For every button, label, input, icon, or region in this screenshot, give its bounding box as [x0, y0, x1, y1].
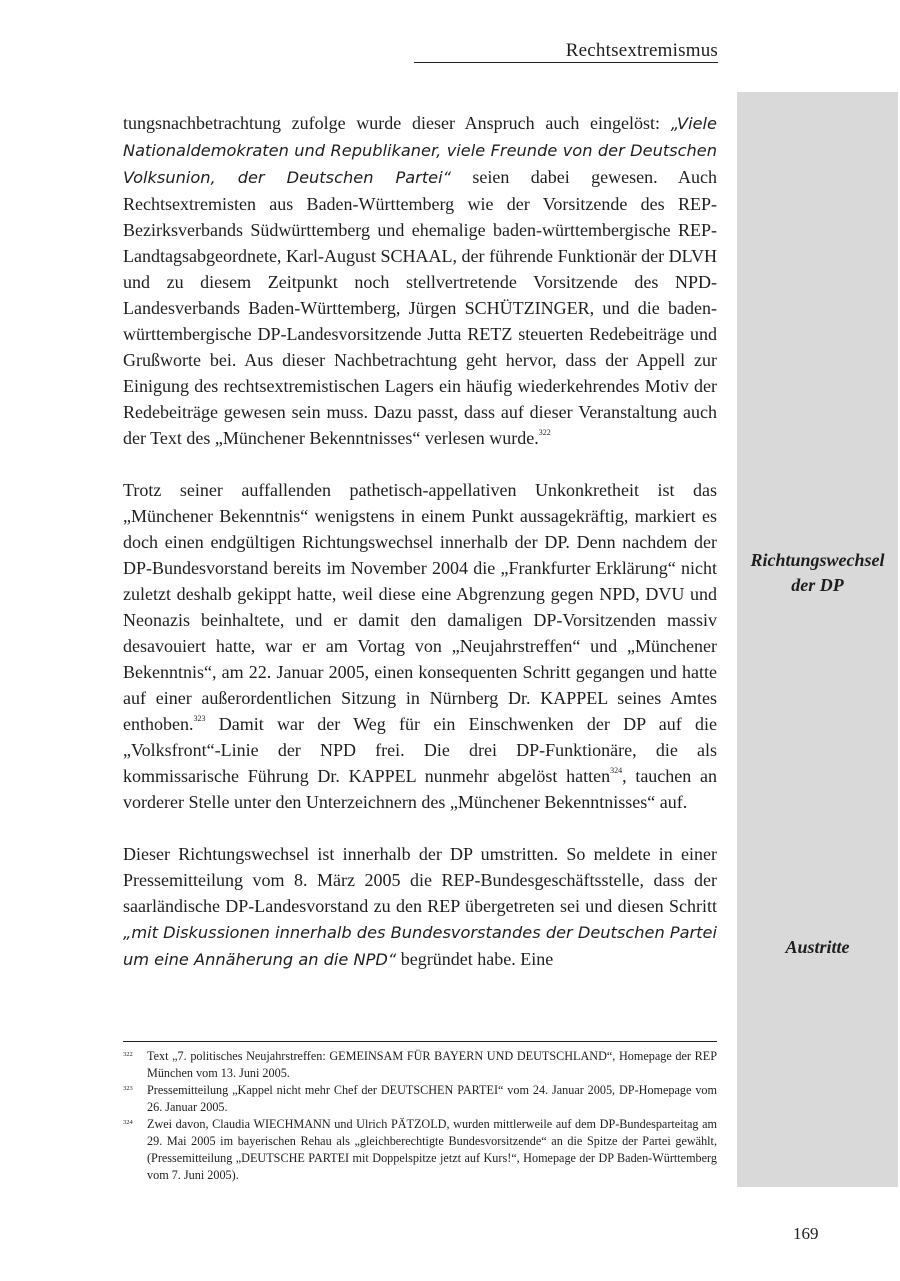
paragraph-3 — [123, 841, 717, 973]
paragraph-2 — [123, 477, 717, 815]
running-header: Rechtsextremismus — [565, 40, 718, 61]
footnote-text: Text „7. politisches Neujahrstreffen: GEMEINSAM FÜR BAYERN UND DEUTSCHLAND“, Homepage der REP München vom 13. Juni 2005. — [147, 1049, 717, 1080]
page-number: 169 — [793, 1224, 819, 1243]
footnote-text: Pressemitteilung „Kappel nicht mehr Chef der DEUTSCHEN PARTEI“ vom 24. Januar 2005, DP-Homepage vom 26. Januar 2005. — [147, 1083, 717, 1114]
footnote-ref-324: 324 — [610, 766, 623, 775]
body-text — [123, 110, 717, 999]
text-span: Trotz seiner auffallenden pathetisch-appellativen Unkonkretheit ist das „Münchener Bekenntnis“ wenigstens in einem Punkt aussagekräftig, markiert es doch einen endgültigen Richtungswechsel innerhalb der DP. Denn nachdem der DP-Bundesvorstand bereits im November 2004 die „Frankfurter Erklärung“ nicht zuletzt deshalb gekippt hatte, weil diese eine Abgrenzung gegen NPD, DVU und Neonazis beinhaltete, und er damit den damaligen DP-Vorsitzenden massiv desavouiert hatte, war er am Vortag von „Neujahrstreffen“ und „Münchener Bekenntnis“, am 22. Januar 2005, einen konsequenten Schritt gegangen und hatte auf einer außerordentlichen Sitzung in Nürnberg Dr. KAPPEL seines Amtes enthoben. — [123, 480, 717, 734]
text-span: tungsnachbetrachtung zufolge wurde dieser Anspruch auch eingelöst: — [123, 113, 671, 133]
footnote-number: 322 — [123, 1051, 133, 1058]
footnote-ref-322: 322 — [538, 428, 551, 437]
text-span: Dieser Richtungswechsel ist innerhalb der DP umstritten. So meldete in einer Pressemitteilung vom 8. März 2005 die REP-Bundesgeschäftsstelle, dass der saarländische DP-Landesvorstand zu den REP übergetreten sei und diesen Schritt — [123, 844, 717, 916]
footnotes — [123, 1041, 717, 1184]
footnote-number: 323 — [123, 1085, 133, 1092]
margin-note-austritte: Austritte — [785, 937, 850, 957]
footnote-322 — [123, 1048, 717, 1082]
footnote-number: 324 — [123, 1119, 133, 1126]
footnote-text: Zwei davon, Claudia WIECHMANN und Ulrich PÄTZOLD, wurden mittlerweile auf dem DP-Bundesparteitag am 29. Mai 2005 im bayerischen Rehau als „gleichberechtigte Bundesvorsitzende“ an die Spitze der Partei gewählt, (Pressemitteilung „DEUTSCHE PARTEI mit Doppelspitze jetzt auf Kurs!“, Homepage der DP Baden-Württemberg vom 7. Juni 2005). — [147, 1117, 717, 1182]
header-rule — [414, 62, 718, 63]
text-span: Damit war der Weg für ein Einschwenken der DP auf die „Volksfront“-Linie der NPD frei. Die drei DP-Funktionäre, die als kommissarische Führung Dr. KAPPEL nunmehr abgelöst hatten — [123, 714, 717, 786]
text-span: seien dabei gewesen. Auch Rechtsextremisten aus Baden-Württemberg wie der Vorsitzende des REP-Bezirksverbands Südwürttemberg und ehemalige baden-württembergische REP-Landtagsabgeordnete, Karl-August SCHAAL, der führende Funktionär der DLVH und zu diesem Zeitpunkt noch stellvertretende Vorsitzende des NPD-Landesverbands Baden-Württemberg, Jürgen SCHÜTZINGER, und die baden-württembergische DP-Landesvorsitzende Jutta RETZ steuerten Redebeiträge und Grußworte bei. Aus dieser Nachbetrachtung geht hervor, dass der Appell zur Einigung des rechtsextremistischen Lagers ein häufig wiederkehrendes Motiv der Redebeiträge gewesen sein muss. Dazu passt, dass auf dieser Veranstaltung auch der Text des „Münchener Bekenntnisses“ verlesen wurde. — [123, 167, 717, 448]
footnote-ref-323: 323 — [193, 714, 206, 723]
quote: „Viele Nationaldemokraten und Republikaner, viele Freunde von der Deutschen Volksunion, der Deutschen Partei“ — [123, 114, 717, 187]
footnote-324 — [123, 1116, 717, 1184]
text-span: , tauchen an vorderer Stelle unter den Unterzeichnern des „Münchener Bekenntnisses“ auf. — [123, 766, 717, 812]
margin-note-richtungswechsel: Richtungswechsel der DP — [750, 550, 885, 595]
text-span: begründet habe. Eine — [396, 949, 554, 969]
paragraph-1 — [123, 110, 717, 451]
quote: „mit Diskussionen innerhalb des Bundesvorstandes der Deutschen Partei um eine Annäherung an die NPD“ — [123, 923, 717, 969]
margin-column — [737, 92, 898, 1187]
footnote-323 — [123, 1082, 717, 1116]
